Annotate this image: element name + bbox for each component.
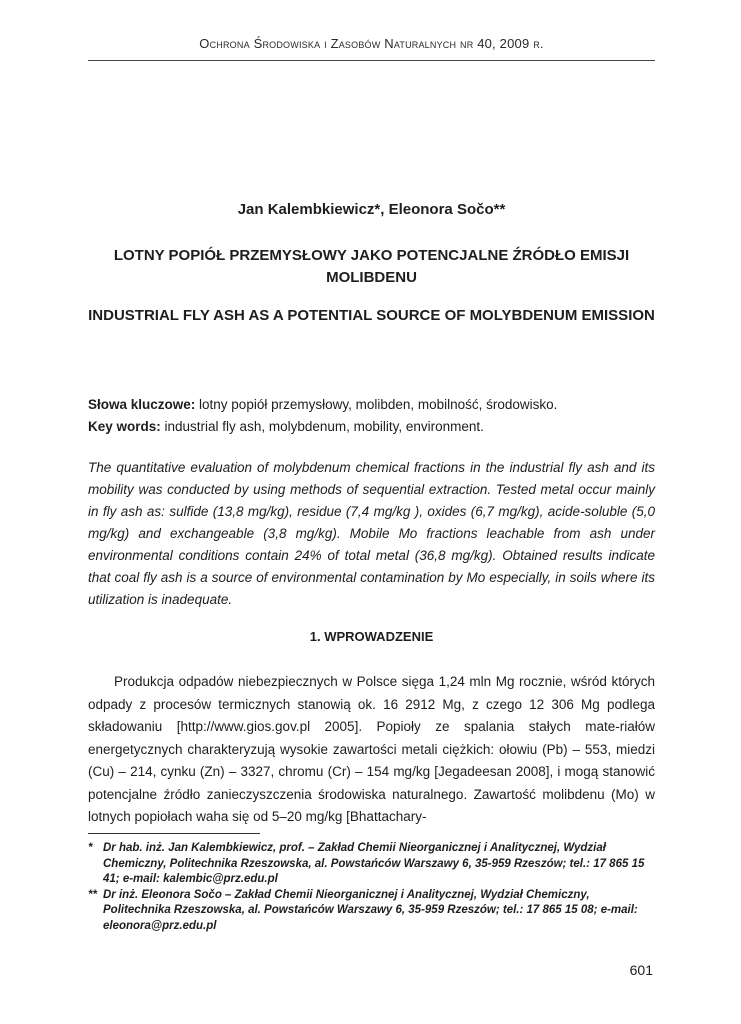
- article-title-english: INDUSTRIAL FLY ASH AS A POTENTIAL SOURCE OF MOLYBDENUM EMISSION: [88, 307, 655, 324]
- keywords-block: [88, 394, 655, 438]
- header-divider: [88, 60, 655, 61]
- running-header: Ochrona Środowiska i Zasobów Naturalnych nr 40, 2009 r.: [199, 36, 544, 51]
- footnote-item: [88, 888, 655, 935]
- footnote-text: Dr hab. inż. Jan Kalembkiewicz, prof. – Zakład Chemii Nieorganicznej i Analitycznej, Wydział Chemiczny, Politechnika Rzeszowska, al. Powstańców Warszawy 6, 35-959 Rzeszów; tel.: 17 865 15 41; e-mail: kalembic@prz.edu.pl: [103, 842, 645, 886]
- keywords-polish-label: Słowa kluczowe:: [88, 397, 196, 412]
- footnotes: [88, 841, 655, 935]
- keywords-english: [88, 416, 655, 438]
- keywords-english-value: industrial fly ash, molybdenum, mobility, environment.: [160, 419, 484, 434]
- keywords-english-label: Key words:: [88, 419, 161, 434]
- body-paragraph: Produkcja odpadów niebezpiecznych w Polsce sięga 1,24 mln Mg rocznie, wśród których odpady z procesów termicznych stanowią ok. 16 2912 Mg, z czego 12 306 Mg podlega składowaniu [http://www.gios.gov.pl 2005]. Popioły ze spalania stałych mate-riałów energetycznych charakteryzują wysokie zawartości metali ciężkich: ołowiu (Pb) – 553, miedzi (Cu) – 214, cynku (Zn) – 3327, chromu (Cr) – 154 mg/kg [Jegadeesan 2008], i mogą stanowić potencjalne źródło zanieczyszczenia środowiska naturalnego. Zawartość molibdenu (Mo) w lotnych popiołach waha się od 5–20 mg/kg [Bhattachary-: [88, 674, 655, 824]
- article-title-polish: LOTNY POPIÓŁ PRZEMYSŁOWY JAKO POTENCJALNE ŹRÓDŁO EMISJI MOLIBDENU: [113, 247, 630, 286]
- footnote-mark: *: [88, 842, 93, 854]
- footnote-mark: **: [88, 888, 97, 901]
- article-authors: Jan Kalembkiewicz*, Eleonora Sočo**: [237, 201, 506, 218]
- footnote-text: Dr inż. Eleonora Sočo – Zakład Chemii Nieorganicznej i Analitycznej, Wydział Chemiczny, Politechnika Rzeszowska, al. Powstańców Warszawy 6, 35-959 Rzeszów; tel.: 17 865 15 08; e-mail: eleonora@prz.edu.pl: [103, 888, 638, 932]
- keywords-polish-value: lotny popiół przemysłowy, molibden, mobilność, środowisko.: [195, 397, 558, 412]
- page-number: 601: [629, 962, 653, 978]
- keywords-polish: [88, 394, 655, 416]
- footnote-item: [88, 841, 655, 888]
- section-heading: 1. WPROWADZENIE: [309, 629, 434, 644]
- abstract: The quantitative evaluation of molybdenum chemical fractions in the industrial fly ash and its mobility was conducted by using methods of sequential extraction. Tested metal occur mainly in fly ash as: sulfide (13,8 mg/kg), residue (7,4 mg/kg ), oxides (6,7 mg/kg), acide-soluble (5,0 mg/kg) and exchangeable (3,8 mg/kg). Mobile Mo fractions leachable from ash under environmental conditions contain 24% of total metal (36,8 mg/kg). Obtained results indicate that coal fly ash is a source of environmental contamination by Mo especially, in soils where its utilization is inadequate.: [88, 460, 655, 607]
- footnote-divider: [88, 833, 260, 834]
